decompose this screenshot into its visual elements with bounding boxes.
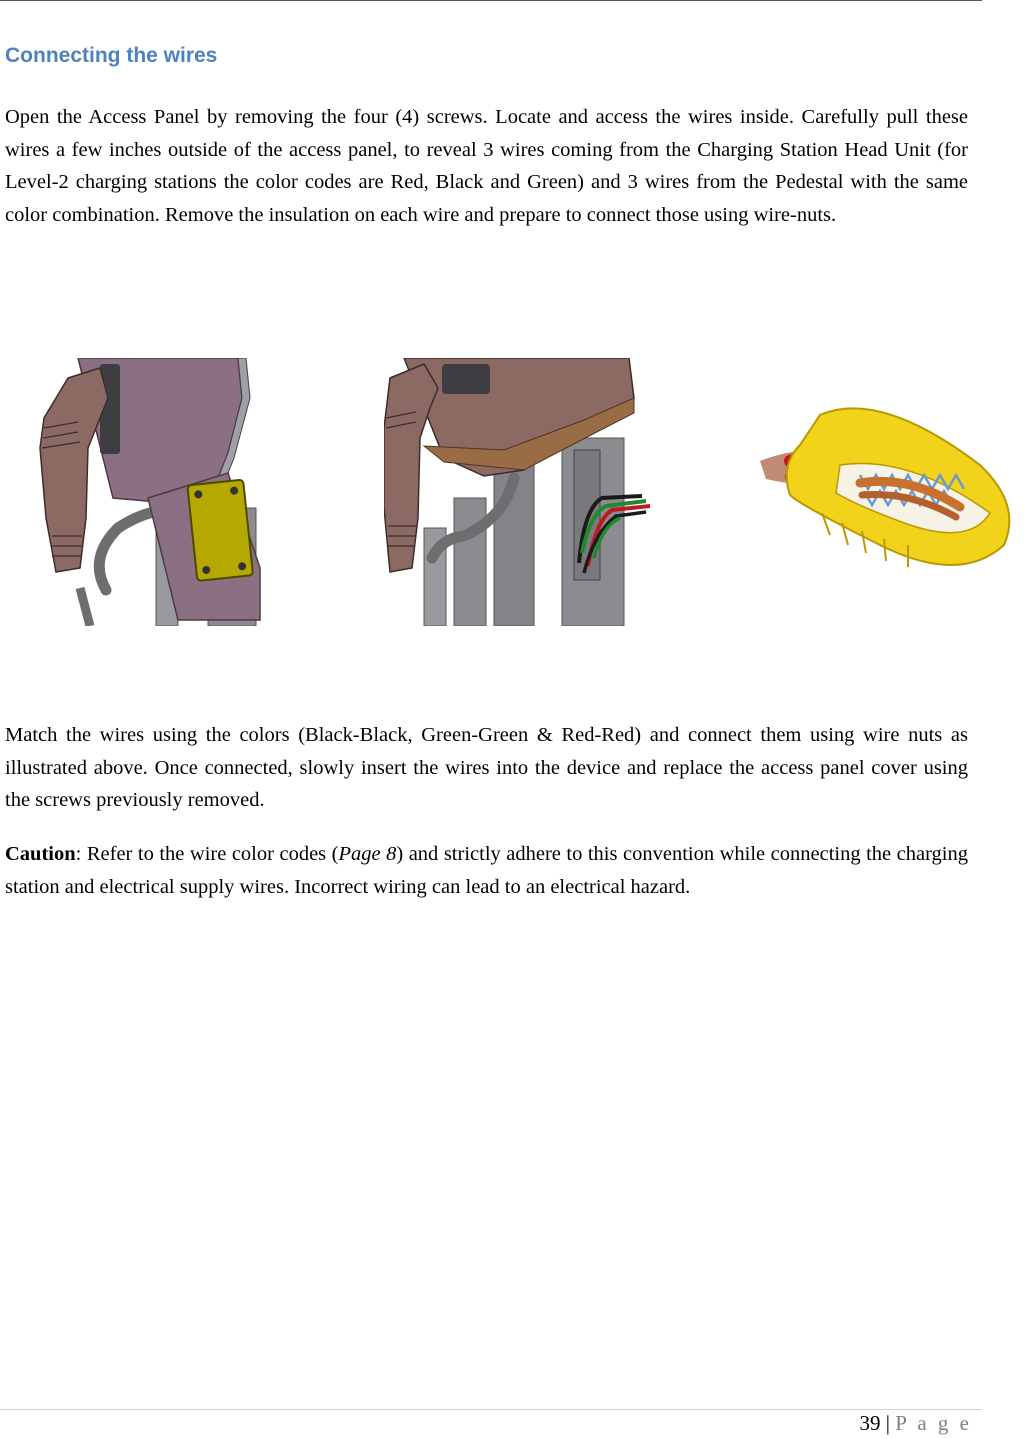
top-rule	[0, 0, 982, 1]
caution-text-after: ) and strictly adhere to this convention while connecting the charging station and electrical supply wires. Incorrect wiring can lead to an electrical hazard.	[5, 843, 969, 898]
pedestal-post	[454, 498, 486, 626]
page-number: 39	[859, 1411, 881, 1435]
caution-page-reference: Page 8	[338, 843, 397, 865]
footer-rule	[0, 1409, 982, 1410]
page-footer	[859, 1411, 972, 1436]
section-heading: Connecting the wires	[5, 44, 218, 67]
footer-separator: |	[880, 1411, 896, 1435]
connector-handle	[40, 368, 108, 572]
access-panel	[187, 480, 253, 581]
instructions-paragraph: Open the Access Panel by removing the four (4) screws. Locate and access the wires inside. Carefully pull these wires a few inches outside of the access panel, to reveal 3 wires coming from the Charging Station Head Unit (for Level-2 charging stations the color codes are Red, Black and Green) and 3 wires from the Pedestal with the same color combination. Remove the insulation on each wire and prepare to connect those using wire-nuts.	[5, 106, 968, 226]
matching-paragraph: Match the wires using the colors (Black-Black, Green-Green & Red-Red) and connect them using wire nuts as illustrated above. Once connected, slowly insert the wires into the device and replace the access panel cover using the screws previously removed.	[5, 724, 968, 811]
figure-access-panel-closed	[28, 358, 268, 626]
figure-wire-nut	[760, 395, 1022, 585]
caution-paragraph	[5, 838, 968, 903]
head-unit-screen	[442, 364, 490, 394]
caution-label: Caution	[5, 843, 76, 865]
charging-cable	[80, 588, 90, 626]
caution-text-before: : Refer to the wire color codes (	[75, 843, 339, 865]
page-word: P a g e	[895, 1411, 972, 1435]
figure-wires-exposed	[384, 358, 654, 626]
